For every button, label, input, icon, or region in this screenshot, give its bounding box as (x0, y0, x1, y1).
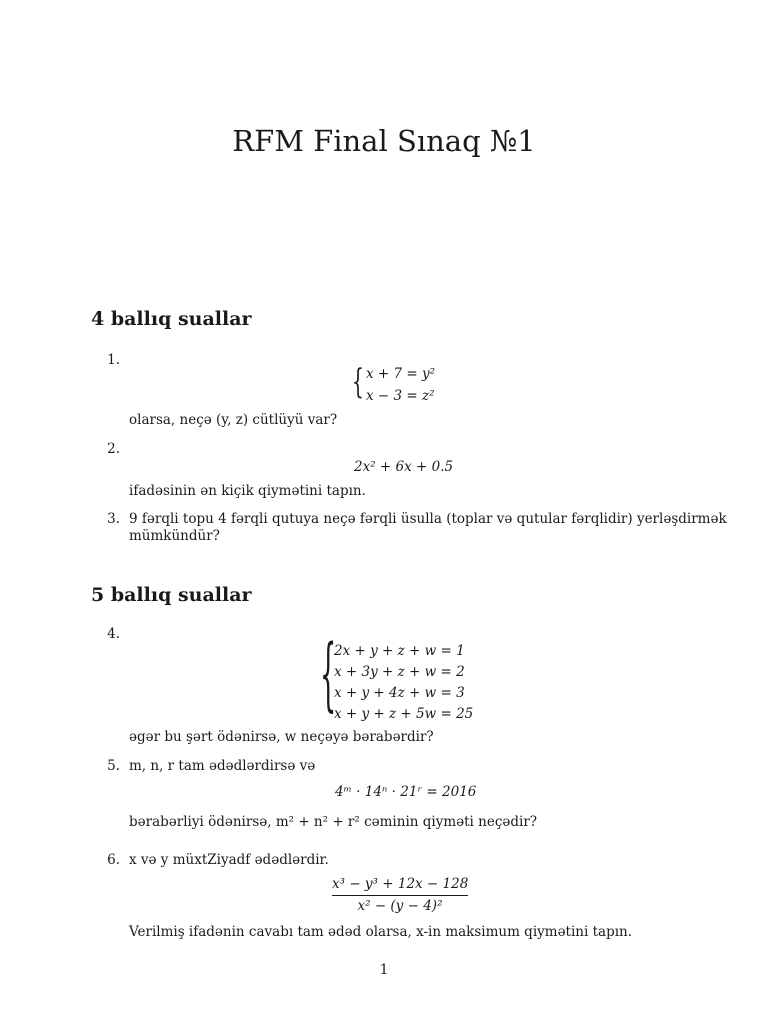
question-intro: x və y müxtZiyadf ədədlərdir. (129, 852, 329, 868)
document-title: RFM Final Sınaq №1 (232, 124, 536, 158)
equation-line: 2x + y + z + w = 1 (334, 643, 465, 659)
question-text-continued: mümkündür? (129, 528, 220, 544)
left-brace-icon: { (320, 627, 337, 720)
section-heading-5-points: 5 ballıq suallar (91, 584, 252, 606)
left-brace-icon: { (352, 362, 364, 402)
fraction-denominator: x² − (y − 4)² (357, 898, 443, 914)
expression: 2x² + 6x + 0.5 (354, 459, 454, 475)
question-text: əgər bu şərt ödənirsə, w neçəyə bərabərdir? (129, 729, 434, 745)
question-text: olarsa, neçə (y, z) cütlüyü var? (129, 412, 338, 428)
question-number: 3. (107, 511, 120, 527)
section-heading-4-points: 4 ballıq suallar (91, 308, 252, 330)
equation-line: x + y + z + 5w = 25 (334, 706, 474, 722)
question-number: 1. (107, 352, 120, 368)
expression: 4ᵐ · 14ⁿ · 21ʳ = 2016 (335, 784, 477, 800)
equation-line: x + y + 4z + w = 3 (334, 685, 465, 701)
equation-line: x + 3y + z + w = 2 (334, 664, 465, 680)
question-intro: m, n, r tam ədədlərdirsə və (129, 758, 316, 774)
question-number: 4. (107, 626, 120, 642)
fraction (332, 876, 468, 914)
question-text: ifadəsinin ən kiçik qiymətini tapın. (129, 483, 366, 499)
equation-line: x + 7 = y² (366, 366, 436, 382)
fraction-bar (332, 895, 468, 896)
question-number: 6. (107, 852, 120, 868)
equation-line: x − 3 = z² (366, 388, 435, 404)
page-number: 1 (379, 962, 389, 978)
question-text: 9 fərqli topu 4 fərqli qutuya neçə fərqli üsulla (toplar və qutular fərqlidir) yerləşdirmək (129, 511, 727, 527)
fraction-numerator: x³ − y³ + 12x − 128 (332, 876, 469, 892)
question-text: bərabərliyi ödənirsə, m² + n² + r² cəminin qiyməti neçədir? (129, 814, 538, 830)
question-number: 2. (107, 441, 120, 457)
question-number: 5. (107, 758, 120, 774)
question-text: Verilmiş ifadənin cavabı tam ədəd olarsa, x-in maksimum qiymətini tapın. (129, 924, 633, 940)
